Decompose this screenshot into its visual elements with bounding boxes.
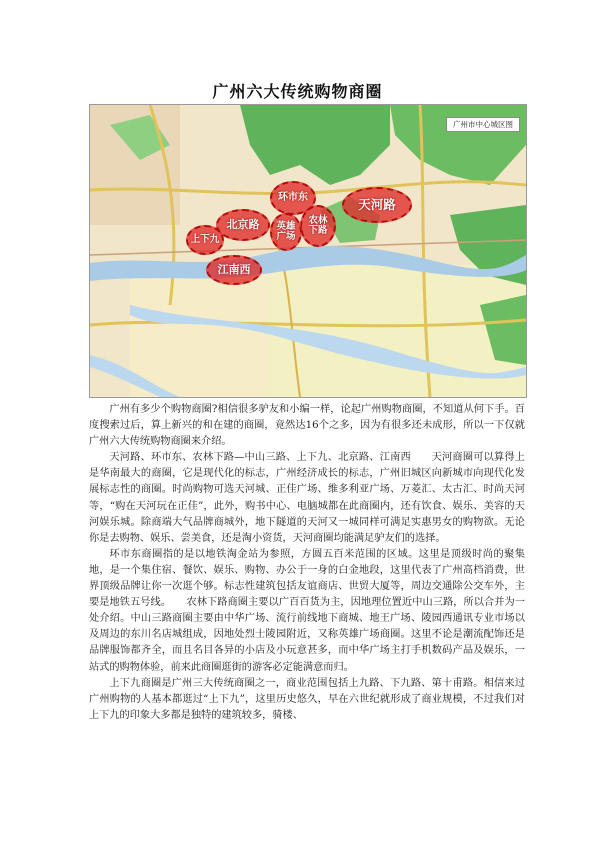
- document-title: 广州六大传统购物商圈: [212, 82, 383, 101]
- paragraph-tianhe: 天河路、环市东、农林下路—中山三路、上下九、北京路、江南西 天河商圈可以算得上是华南最大的商圈，它是现代化的标志，广州经济成长的标志，广州旧城区向新城市向现代化发展标志性的商圈。时尚购物可选天河城、正佳广场、维多利亚广场、万菱汇、太古汇、时尚天河等，“购在天河玩在正佳”，此外，购书中心、电脑城都在此商圈内，还有饮食、娱乐、美容的天河娱乐城。除商端大气品牌商城外，地下隧道的天河又一城同样可满足实惠男女的购物欲。无论你是去购物、娱乐、尝美食，还是淘小资货，天河商圈均能满足驴友们的选择。: [89, 452, 525, 544]
- district-beijinglu: [216, 209, 270, 241]
- district-label: 英雄广场: [276, 221, 296, 242]
- map-graphic: [90, 105, 526, 397]
- district-label: 环市东: [278, 191, 308, 203]
- district-tianhelu: [342, 187, 412, 223]
- district-shangxiajiu: [186, 225, 224, 255]
- district-label: 北京路: [226, 218, 260, 232]
- paragraph-intro: 广州有多少个购物商圈?相信很多驴友和小编一样，论起广州购物商圈，不知道从何下手。百度搜索过后，算上新兴的和在建的商圈，竟然达16个之多，因为有很多还未成形，所以一下仅就广州六大传统购物商圈来介绍。: [89, 404, 525, 448]
- district-label: 天河路: [358, 197, 396, 213]
- guangzhou-district-map: [89, 104, 527, 398]
- district-jiangnanxi: [206, 255, 262, 285]
- map-legend-label: 广州市中心城区图: [446, 117, 520, 132]
- district-nonglinxialu: [300, 205, 336, 247]
- district-label: 江南西: [217, 263, 251, 277]
- paragraph-shangxiajiu: 上下九商圈是广州三大传统商圈之一，商业范围包括上九路、下九路、第十甫路。相信来过广州购物的人基本都逛过“上下九”，这里历史悠久，早在六世纪就形成了商业规模，不过我们对上下九的印象大多都是独特的建筑较多，骑楼、: [89, 677, 525, 721]
- district-yingxiongguangchang: [270, 213, 302, 251]
- paragraph-huanshidong: 环市东商圈指的是以地铁淘金站为参照，方圆五百米范围的区域。这里是顶级时尚的聚集地，是一个集住宿、餐饮、娱乐、购物、办公于一身的白金地段，这里代表了广州高档消费，世界顶级品牌让你一次逛个够。标志性建筑包括友谊商店、世贸大厦等，周边交通除公交车外，主要是地铁五号线。 农林下路商圈主要以广百百货为主，因地理位置近中山三路，所以合并为一处介绍。中山三路商圈主要由中华广场、流行前线地下商城、地王广场、陵园西通讯专业市场以及周边的东川名店城组成，因地处烈士陵园附近，又称英雄广场商圈。这里不论是潮流配饰还是品牌服饰都齐全，而且名目各异的小店及小玩意甚多，而中华广场主打手机数码产品及娱乐，一站式的购物体验，前来此商圈逛街的游客必定能满意而归。: [89, 548, 525, 673]
- article-body: [89, 402, 525, 724]
- district-label: 上下九: [190, 234, 220, 246]
- district-label: 农林下路: [308, 215, 328, 236]
